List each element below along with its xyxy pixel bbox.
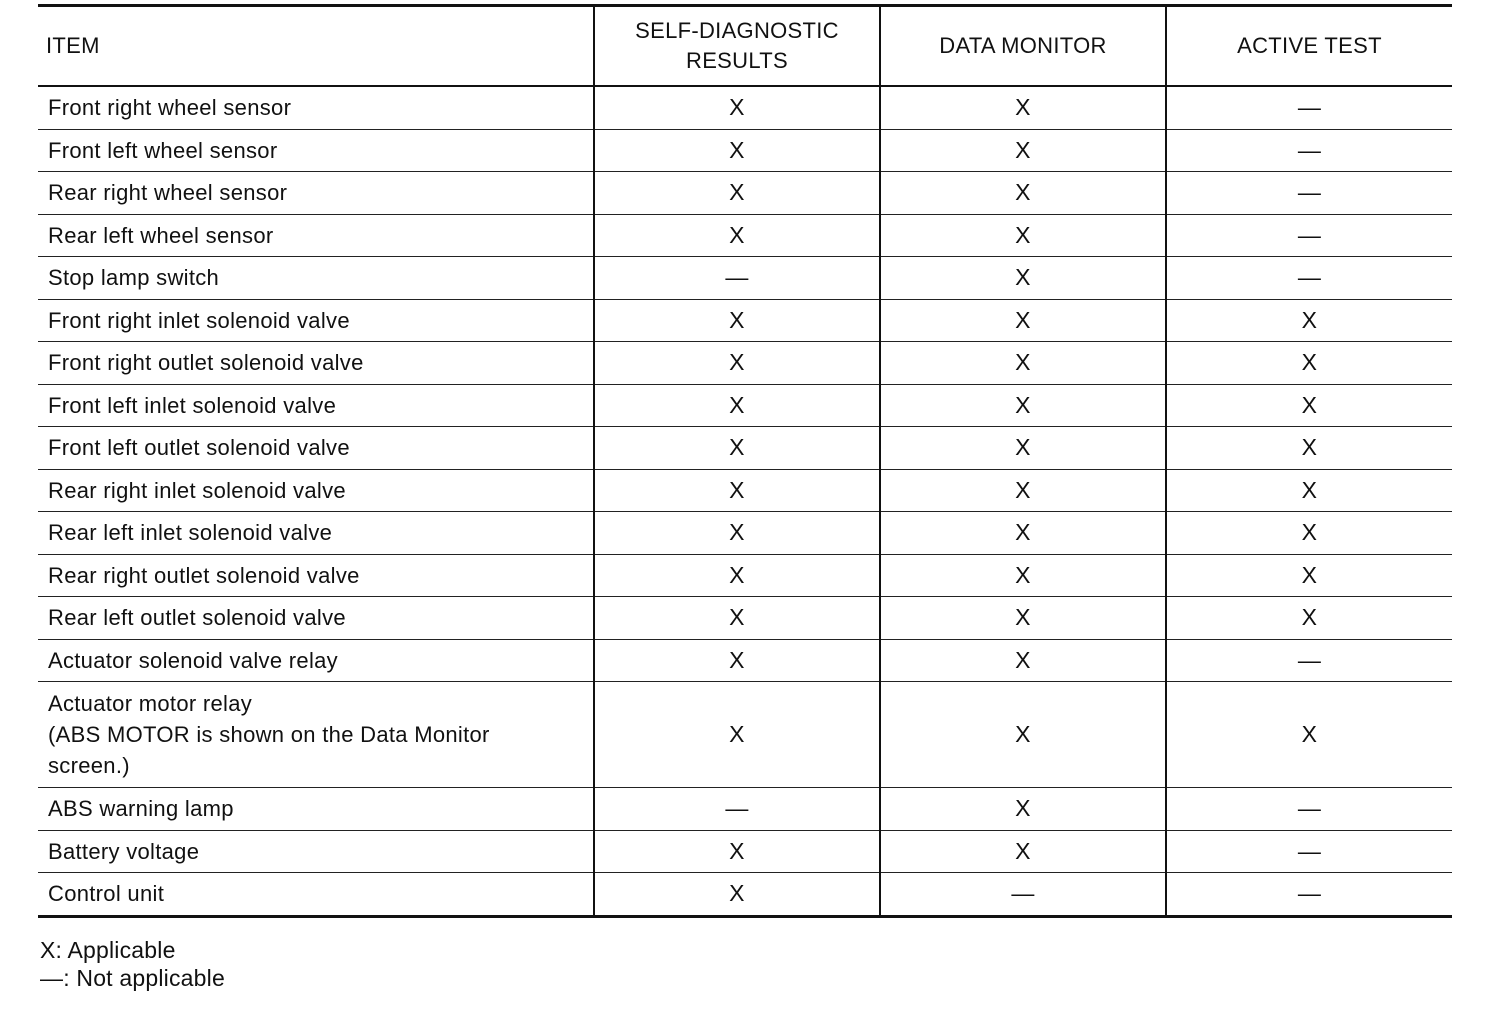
- self-diagnostic-cell: —: [594, 257, 880, 300]
- active-test-cell: X: [1166, 469, 1452, 512]
- self-diagnostic-cell: X: [594, 830, 880, 873]
- self-diagnostic-cell: X: [594, 512, 880, 555]
- data-monitor-cell: X: [880, 427, 1166, 470]
- row-item-label: Front right outlet solenoid valve: [48, 350, 364, 376]
- table-row: [38, 512, 1452, 555]
- legend-not-applicable: —: Not applicable: [40, 965, 225, 991]
- active-test-cell: X: [1166, 597, 1452, 640]
- data-monitor-cell: X: [880, 299, 1166, 342]
- table-row: [38, 214, 1452, 257]
- self-diagnostic-cell: X: [594, 682, 880, 788]
- active-test-cell: X: [1166, 554, 1452, 597]
- active-test-cell: X: [1166, 682, 1452, 788]
- data-monitor-cell: X: [880, 129, 1166, 172]
- header-item: ITEM: [46, 33, 100, 58]
- self-diagnostic-cell: X: [594, 299, 880, 342]
- table-row: [38, 172, 1452, 215]
- active-test-cell: —: [1166, 86, 1452, 129]
- header-data-monitor: DATA MONITOR: [880, 6, 1166, 87]
- self-diagnostic-cell: X: [594, 129, 880, 172]
- active-test-cell: X: [1166, 299, 1452, 342]
- active-test-cell: X: [1166, 427, 1452, 470]
- data-monitor-cell: X: [880, 342, 1166, 385]
- data-monitor-cell: X: [880, 257, 1166, 300]
- row-item-label-line1: Actuator motor relay: [48, 691, 253, 716]
- table-row: [38, 639, 1452, 682]
- data-monitor-cell: X: [880, 384, 1166, 427]
- active-test-cell: —: [1166, 214, 1452, 257]
- table-row: [38, 129, 1452, 172]
- table-row: [38, 554, 1452, 597]
- table-row: [38, 873, 1452, 917]
- table-row: [38, 682, 1452, 788]
- table-row: [38, 830, 1452, 873]
- header-self-diagnostic-results: [594, 6, 880, 87]
- header-row: [38, 6, 1452, 87]
- data-monitor-cell: X: [880, 86, 1166, 129]
- row-item-label-line3: screen.): [48, 753, 130, 778]
- data-monitor-cell: X: [880, 512, 1166, 555]
- data-monitor-cell: X: [880, 788, 1166, 831]
- table-header: [38, 6, 1452, 87]
- row-item-label: Front left inlet solenoid valve: [48, 392, 337, 418]
- self-diagnostic-cell: X: [594, 554, 880, 597]
- active-test-cell: —: [1166, 788, 1452, 831]
- row-item-label: Rear right inlet solenoid valve: [48, 477, 346, 503]
- table-row: [38, 597, 1452, 640]
- row-item-label: Front right wheel sensor: [48, 95, 292, 121]
- legend: [40, 936, 225, 992]
- self-diagnostic-cell: X: [594, 639, 880, 682]
- row-item-label: Stop lamp switch: [48, 265, 220, 291]
- row-item-label: Rear left outlet solenoid valve: [48, 605, 346, 631]
- data-monitor-cell: X: [880, 172, 1166, 215]
- table-row: [38, 299, 1452, 342]
- active-test-cell: —: [1166, 639, 1452, 682]
- row-item-label: Rear right outlet solenoid valve: [48, 562, 360, 588]
- row-item-label: Front left outlet solenoid valve: [48, 435, 350, 461]
- self-diagnostic-cell: X: [594, 873, 880, 917]
- self-diagnostic-cell: —: [594, 788, 880, 831]
- row-item-label: Front right inlet solenoid valve: [48, 307, 350, 333]
- table-row: [38, 427, 1452, 470]
- row-item-label: Rear right wheel sensor: [48, 180, 288, 206]
- legend-applicable: X: Applicable: [40, 937, 176, 963]
- header-self-diagnostic-line2: RESULTS: [686, 48, 788, 73]
- active-test-cell: —: [1166, 873, 1452, 917]
- row-item-label: [38, 682, 594, 788]
- active-test-cell: —: [1166, 257, 1452, 300]
- table-body: [38, 86, 1452, 916]
- row-item-label: Rear left inlet solenoid valve: [48, 520, 333, 546]
- diagnostic-item-table: [38, 4, 1452, 918]
- row-item-label: Rear left wheel sensor: [48, 222, 274, 248]
- data-monitor-cell: X: [880, 597, 1166, 640]
- self-diagnostic-cell: X: [594, 384, 880, 427]
- data-monitor-cell: X: [880, 554, 1166, 597]
- self-diagnostic-cell: X: [594, 172, 880, 215]
- self-diagnostic-cell: X: [594, 86, 880, 129]
- self-diagnostic-cell: X: [594, 597, 880, 640]
- active-test-cell: —: [1166, 172, 1452, 215]
- active-test-cell: —: [1166, 129, 1452, 172]
- table-row: [38, 86, 1452, 129]
- header-self-diagnostic-line1: SELF-DIAGNOSTIC: [635, 18, 839, 43]
- data-monitor-cell: X: [880, 830, 1166, 873]
- row-item-label: Control unit: [48, 881, 165, 907]
- data-monitor-cell: X: [880, 214, 1166, 257]
- active-test-cell: X: [1166, 342, 1452, 385]
- self-diagnostic-cell: X: [594, 427, 880, 470]
- active-test-cell: X: [1166, 512, 1452, 555]
- header-active-test: ACTIVE TEST: [1166, 6, 1452, 87]
- data-monitor-cell: X: [880, 469, 1166, 512]
- row-item-label: ABS warning lamp: [48, 796, 234, 822]
- self-diagnostic-cell: X: [594, 469, 880, 512]
- self-diagnostic-cell: X: [594, 214, 880, 257]
- active-test-cell: —: [1166, 830, 1452, 873]
- row-item-label: Actuator solenoid valve relay: [48, 647, 338, 673]
- self-diagnostic-cell: X: [594, 342, 880, 385]
- table-row: [38, 257, 1452, 300]
- table-row: [38, 469, 1452, 512]
- data-monitor-cell: —: [880, 873, 1166, 917]
- row-item-label: Front left wheel sensor: [48, 137, 278, 163]
- table-row: [38, 342, 1452, 385]
- diagnostic-item-table-container: [38, 4, 1452, 918]
- table-row: [38, 788, 1452, 831]
- row-item-label-line2: (ABS MOTOR is shown on the Data Monitor: [48, 722, 490, 747]
- active-test-cell: X: [1166, 384, 1452, 427]
- table-row: [38, 384, 1452, 427]
- data-monitor-cell: X: [880, 639, 1166, 682]
- row-item-label: Battery voltage: [48, 838, 200, 864]
- data-monitor-cell: X: [880, 682, 1166, 788]
